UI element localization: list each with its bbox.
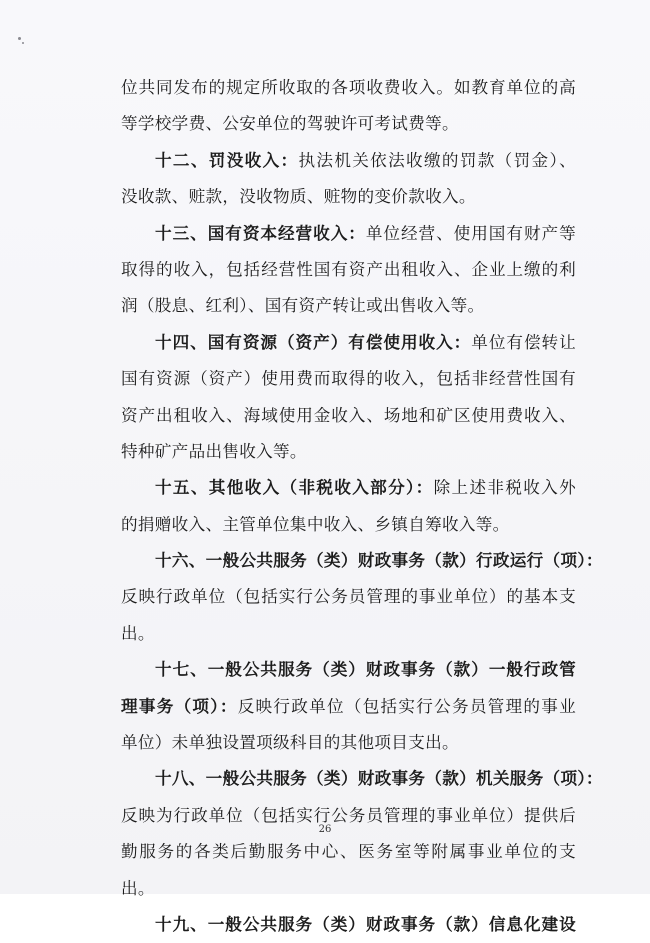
line-text: 勤服务的各类后勤服务中心、医务室等附属事业单位的支 — [121, 842, 576, 862]
text-line — [121, 143, 576, 179]
section-heading: 十五、其他收入（非税收入部分）： — [155, 478, 434, 498]
line-text: 资产出租收入、海域使用金收入、场地和矿区使用费收入、 — [121, 405, 576, 425]
line-text: 除上述非税收入外 — [433, 478, 576, 498]
text-line — [121, 725, 576, 761]
text-line — [121, 616, 576, 652]
line-text: 的捐赠收入、主管单位集中收入、乡镇自筹收入等。 — [121, 514, 510, 534]
line-text: 等学校学费、公安单位的驾驶许可考试费等。 — [121, 114, 459, 134]
line-text: 出。 — [121, 878, 155, 898]
line-text: 单位有偿转让 — [471, 332, 576, 352]
section-heading: 十九、一般公共服务（类）财政事务（款）信息化建设 — [155, 914, 576, 934]
text-line — [121, 288, 576, 324]
section-heading: 理事务（项）： — [121, 696, 238, 716]
line-text: 执法机关依法收缴的罚款（罚金）、 — [298, 150, 577, 170]
text-line — [121, 70, 576, 106]
section-heading: 十七、一般公共服务（类）财政事务（款）一般行政管 — [155, 660, 576, 680]
line-text: 没收款、赃款，没收物质、赃物的变价款收入。 — [121, 187, 476, 207]
text-line — [121, 470, 576, 506]
text-line — [121, 106, 576, 142]
section-heading: 十八、一般公共服务（类）财政事务（款）机关服务（项）： — [155, 769, 603, 789]
text-line — [121, 361, 576, 397]
line-text: 润（股息、红利）、国有资产转让或出售收入等。 — [121, 296, 485, 316]
text-line — [121, 834, 576, 870]
section-heading: 十六、一般公共服务（类）财政事务（款）行政运行（项）： — [155, 551, 603, 571]
text-line — [121, 689, 576, 725]
line-text: 出。 — [121, 623, 155, 643]
line-text: 单位经营、使用国有财产等 — [365, 223, 576, 243]
text-line — [121, 507, 576, 543]
body-text — [121, 70, 603, 943]
text-line — [121, 543, 603, 579]
line-text: 特种矿产品出售收入等。 — [121, 441, 307, 461]
text-line — [121, 252, 576, 288]
scan-speck — [22, 42, 24, 44]
page-number: 26 — [318, 824, 332, 835]
scan-speck — [18, 37, 21, 40]
text-line — [121, 652, 576, 688]
line-text: 取得的收入，包括经营性国有资产出租收入、企业上缴的利 — [121, 259, 576, 279]
text-line — [121, 579, 576, 615]
line-text: 反映行政单位（包括实行公务员管理的事业 — [237, 696, 576, 716]
text-line — [121, 871, 576, 907]
text-line — [121, 325, 576, 361]
text-line — [121, 434, 576, 470]
text-line — [121, 761, 603, 797]
line-text: 反映行政单位（包括实行公务员管理的事业单位）的基本支 — [121, 587, 576, 607]
text-line — [121, 216, 576, 252]
line-text: 反映为行政单位（包括实行公务员管理的事业单位）提供后 — [121, 805, 576, 825]
line-text: 单位）未单独设置项级科目的其他项目支出。 — [121, 733, 459, 753]
line-text: 国有资源（资产）使用费而取得的收入，包括非经营性国有 — [121, 369, 576, 389]
text-line — [121, 907, 576, 943]
section-heading: 十二、罚没收入： — [155, 150, 299, 170]
section-heading: 十四、国有资源（资产）有偿使用收入： — [155, 332, 472, 352]
text-line — [121, 398, 576, 434]
section-heading: 十三、国有资本经营收入： — [155, 223, 366, 243]
line-text: 位共同发布的规定所收取的各项收费收入。如教育单位的高 — [121, 78, 576, 97]
text-line — [121, 179, 576, 215]
